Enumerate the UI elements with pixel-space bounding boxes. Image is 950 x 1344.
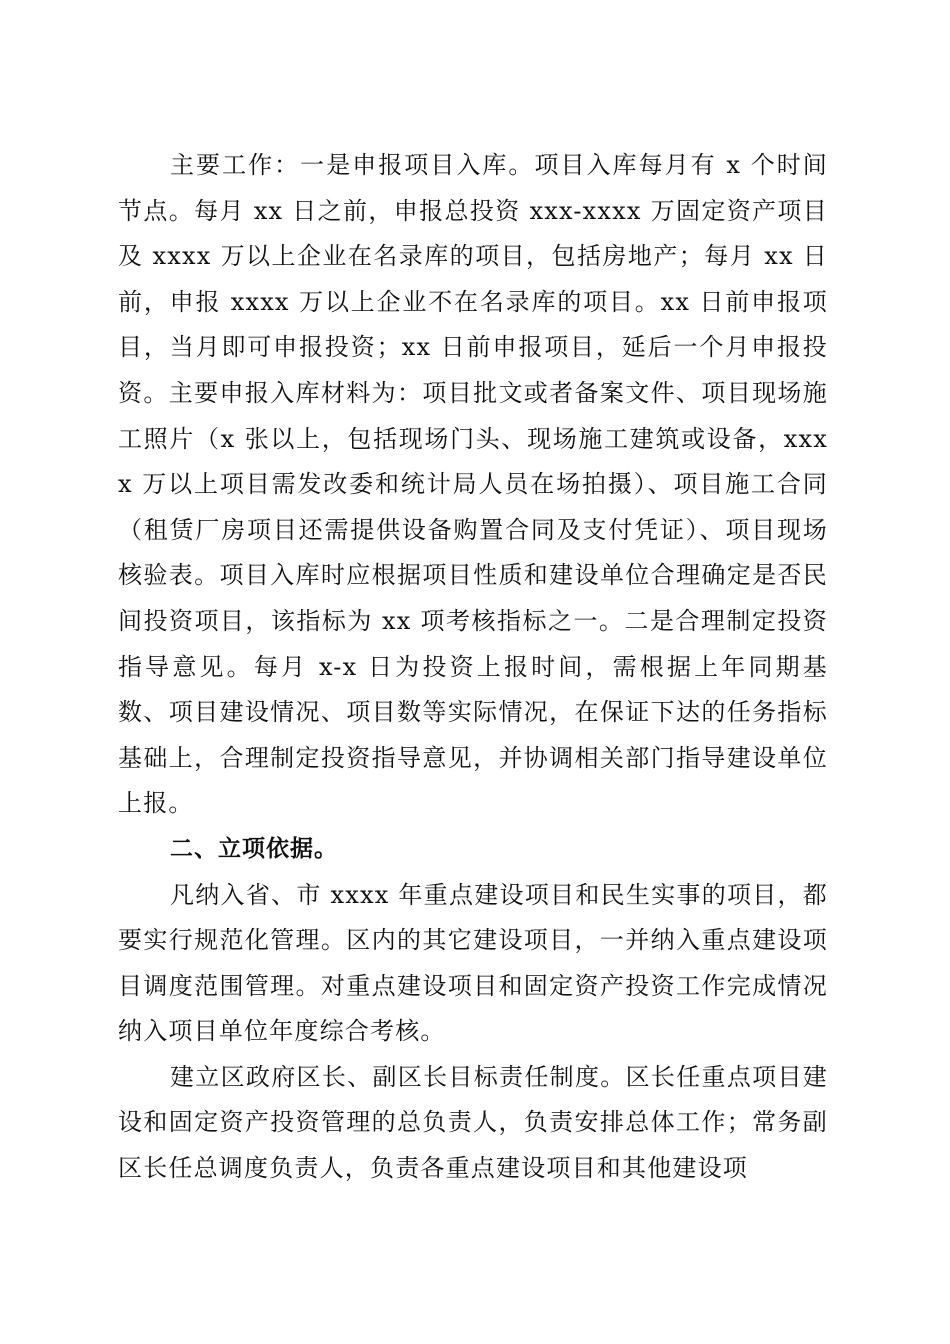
section-heading-basis: 二、立项依据。 — [170, 835, 338, 862]
paragraph-main-work: 主要工作：一是申报项目入库。项目入库每月有 x 个时间节点。每月 xx 日之前，申报总投资 xxx-xxxx 万固定资产项目及 xxxx 万以上企业在名录库的项目，包括房地产；每月 xx 日前，申报 xxxx 万以上企业不在名录库的项目。xx 日前申报项目，当月即可申报投资；xx 日前申报项目，延后一个月申报投资。主要申报入库材料为：项目批文或者备案文件、项目现场施工照片（x 张以上，包括现场门头、现场施工建筑或设备，xxxx 万以上项目需发改委和统计局人员在场拍摄）、项目施工合同（租赁厂房项目还需提供设备购置合同及支付凭证）、项目现场核验表。项目入库时应根据项目性质和建设单位合理确定是否民间投资项目，该指标为 xx 项考核指标之一。二是合理制定投资指导意见。每月 x-x 日为投资上报时间，需根据上年同期基数、项目建设情况、项目数等实际情况，在保证下达的任务指标基础上，合理制定投资指导意见，并协调相关部门指导建设单位上报。 — [118, 151, 828, 818]
paragraph-key-projects: 凡纳入省、市 xxxx 年重点建设项目和民生实事的项目，都要实行规范化管理。区内的其它建设项目，一并纳入重点建设项目调度范围管理。对重点建设项目和固定资产投资工作完成情况纳入项目单位年度综合考核。 — [118, 880, 828, 1046]
paragraph-responsibility: 建立区政府区长、副区长目标责任制度。区长任重点项目建设和固定资产投资管理的总负责人，负责安排总体工作；常务副区长任总调度负责人，负责各重点建设项目和其他建设项 — [118, 1062, 828, 1183]
document-body — [118, 143, 828, 1192]
